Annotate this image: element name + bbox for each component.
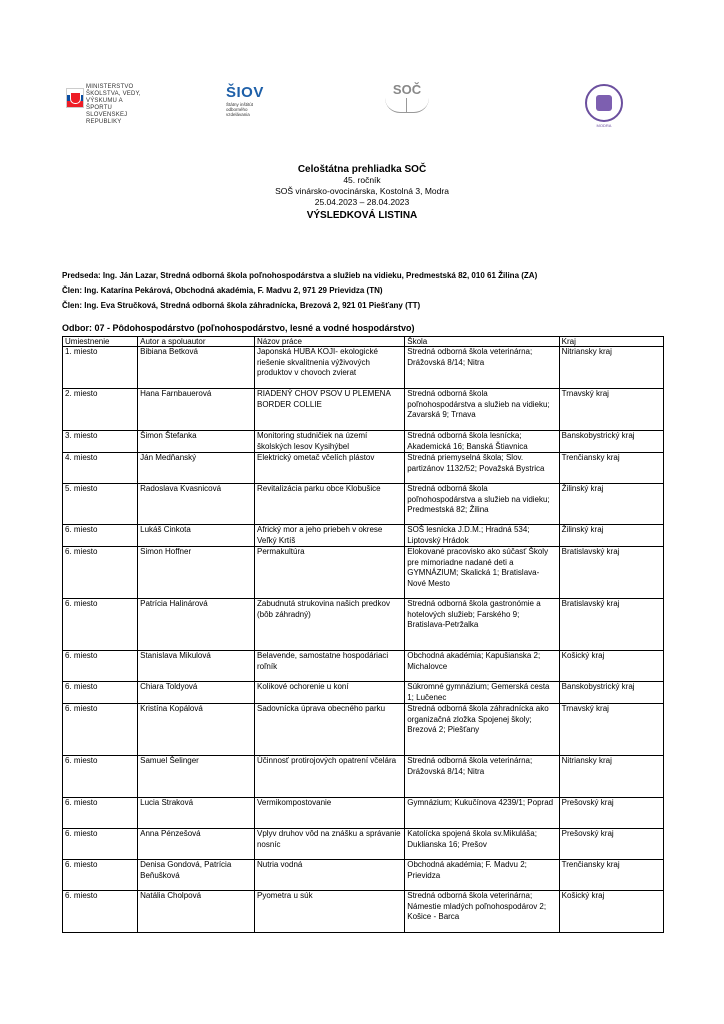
results-list-title: VÝSLEDKOVÁ LISTINA bbox=[306, 210, 418, 221]
table-row bbox=[63, 829, 664, 860]
section-heading: Odbor: 07 - Pôdohospodárstvo (poľnohospodárstvo, lesné a vodné hospodárstvo) bbox=[62, 323, 415, 333]
table-row bbox=[63, 891, 664, 933]
cell-title: Kolikové ochorenie u koní bbox=[254, 682, 404, 704]
cell-title: Belavende, samostatne hospodáriaci roľník bbox=[254, 651, 404, 682]
cell-title: RIADENÝ CHOV PSOV U PLEMENA BORDER COLLIE bbox=[254, 389, 404, 431]
cell-school: Stredná odborná škola veterinárna; Námestie mladých poľnohospodárov 2; Košice - Barca bbox=[405, 891, 559, 933]
edition: 45. ročník bbox=[343, 175, 381, 185]
cell-school: Stredná odborná škola záhradnícka ako organizačná zložka Spojenej školy; Brezová 2; Piešťany bbox=[405, 704, 559, 756]
cell-school: SOŠ lesnícka J.D.M.; Hradná 534; Liptovský Hrádok bbox=[405, 525, 559, 547]
cell-region: Banskobystrický kraj bbox=[559, 431, 663, 453]
ministry-logo-text: MINISTERSTVO ŠKOLSTVA, VEDY, VÝSKUMU A ŠPORTU SLOVENSKEJ REPUBLIKY bbox=[86, 84, 141, 125]
cell-placement: 6. miesto bbox=[63, 547, 138, 599]
cell-placement: 6. miesto bbox=[63, 651, 138, 682]
cell-author: Denisa Gondová, Patrícia Beňušková bbox=[138, 860, 255, 891]
cell-school: Stredná priemyselná škola; Slov. partizánov 1132/52; Považská Bystrica bbox=[405, 453, 559, 484]
cell-school: Stredná odborná škola poľnohospodárstva a služieb na vidieku; Zavarská 9; Trnava bbox=[405, 389, 559, 431]
cell-title: Elektrický ometač včelích plástov bbox=[254, 453, 404, 484]
cell-author: Kristína Kopálová bbox=[138, 704, 255, 756]
cell-school: Stredná odborná škola veterinárna; Drážovská 8/14; Nitra bbox=[405, 347, 559, 389]
cell-title: Vplyv druhov vôd na znášku a správanie nosníc bbox=[254, 829, 404, 860]
cell-region: Košický kraj bbox=[559, 891, 663, 933]
cell-placement: 6. miesto bbox=[63, 891, 138, 933]
cell-school: Obchodná akadémia; F. Madvu 2; Prievidza bbox=[405, 860, 559, 891]
cell-author: Chiara Toldyová bbox=[138, 682, 255, 704]
table-row bbox=[63, 547, 664, 599]
logo-bar bbox=[0, 0, 724, 140]
table-row bbox=[63, 453, 664, 484]
cell-title: Zabudnutá strukovina našich predkov (bôb záhradný) bbox=[254, 599, 404, 651]
soc-logo-mark: SOČ bbox=[392, 82, 422, 97]
cell-title: Revitalizácia parku obce Klobušice bbox=[254, 484, 404, 525]
cell-placement: 6. miesto bbox=[63, 798, 138, 829]
cell-school: Stredná odborná škola veterinárna; Drážovská 8/14; Nitra bbox=[405, 756, 559, 798]
modra-logo bbox=[584, 84, 624, 128]
table-row bbox=[63, 860, 664, 891]
cell-school: Obchodná akadémia; Kapušianska 2; Michalovce bbox=[405, 651, 559, 682]
table-row bbox=[63, 704, 664, 756]
cell-author: Šimon Štefanka bbox=[138, 431, 255, 453]
cell-author: Lucia Straková bbox=[138, 798, 255, 829]
cell-region: Nitriansky kraj bbox=[559, 347, 663, 389]
siov-logo-mark: ŠIOV bbox=[226, 84, 264, 101]
cell-author: Stanislava Mikulová bbox=[138, 651, 255, 682]
cell-school: Stredná odborná škola lesnícka; Akademická 16; Banská Štiavnica bbox=[405, 431, 559, 453]
cell-author: Natália Cholpová bbox=[138, 891, 255, 933]
results-table-body bbox=[63, 347, 664, 933]
cell-placement: 6. miesto bbox=[63, 829, 138, 860]
table-row bbox=[63, 682, 664, 704]
cell-region: Prešovský kraj bbox=[559, 829, 663, 860]
cell-author: Patrícia Halinárová bbox=[138, 599, 255, 651]
column-header-school: Škola bbox=[405, 337, 559, 347]
cell-school: Súkromné gymnázium; Gemerská cesta 1; Lučenec bbox=[405, 682, 559, 704]
cell-school: Stredná odborná škola poľnohospodárstva a služieb na vidieku; Predmestská 82; Žilina bbox=[405, 484, 559, 525]
committee-member-2: Člen: Ing. Eva Stručková, Stredná odborná škola záhradnícka, Brezová 2, 921 01 Piešťany (TT) bbox=[62, 301, 421, 310]
table-row bbox=[63, 756, 664, 798]
cell-school: Gymnázium; Kukučínova 4239/1; Poprad bbox=[405, 798, 559, 829]
cell-author: Bibiana Betková bbox=[138, 347, 255, 389]
event-dates: 25.04.2023 – 28.04.2023 bbox=[314, 197, 410, 207]
open-book-icon bbox=[385, 98, 429, 113]
committee-member-1: Člen: Ing. Katarína Pekárová, Obchodná akadémia, F. Madvu 2, 971 29 Prievidza (TN) bbox=[62, 286, 383, 295]
document-header bbox=[0, 164, 724, 221]
siov-logo-text: Štátny inštitút odborného vzdelávania bbox=[226, 102, 254, 117]
cell-placement: 6. miesto bbox=[63, 860, 138, 891]
venue: SOŠ vinársko-ovocinárska, Kostolná 3, Modra bbox=[275, 186, 449, 196]
cell-region: Banskobystrický kraj bbox=[559, 682, 663, 704]
cell-author: Hana Farnbauerová bbox=[138, 389, 255, 431]
table-row bbox=[63, 389, 664, 431]
cell-title: Účinnosť protirojových opatrení včelára bbox=[254, 756, 404, 798]
table-row bbox=[63, 599, 664, 651]
cell-region: Bratislavský kraj bbox=[559, 547, 663, 599]
cell-title: Vermikompostovanie bbox=[254, 798, 404, 829]
cell-placement: 3. miesto bbox=[63, 431, 138, 453]
cell-placement: 6. miesto bbox=[63, 525, 138, 547]
cell-title: Japonská HUBA KOJI- ekologické riešenie skvalitnenia výživových produktov v chovoch zvierat bbox=[254, 347, 404, 389]
table-row bbox=[63, 347, 664, 389]
cell-region: Nitriansky kraj bbox=[559, 756, 663, 798]
cell-placement: 6. miesto bbox=[63, 704, 138, 756]
cell-school: Elokované pracovisko ako súčasť Školy pre mimoriadne nadané deti a GYMNÁZIUM; Skalická 1; Bratislava-Nové Mesto bbox=[405, 547, 559, 599]
modra-logo-text: MODRA bbox=[596, 123, 612, 128]
siov-logo bbox=[226, 84, 286, 124]
cell-placement: 2. miesto bbox=[63, 389, 138, 431]
cell-placement: 6. miesto bbox=[63, 756, 138, 798]
document-title: Celoštátna prehliadka SOČ bbox=[297, 164, 427, 175]
column-header-placement: Umiestnenie bbox=[63, 337, 138, 347]
table-row bbox=[63, 431, 664, 453]
table-header-row bbox=[63, 337, 664, 347]
cell-region: Žilinský kraj bbox=[559, 525, 663, 547]
cell-region: Trenčiansky kraj bbox=[559, 453, 663, 484]
column-header-title: Názov práce bbox=[254, 337, 404, 347]
cell-region: Prešovský kraj bbox=[559, 798, 663, 829]
cell-placement: 5. miesto bbox=[63, 484, 138, 525]
cell-title: Nutria vodná bbox=[254, 860, 404, 891]
cell-author: Anna Pénzešová bbox=[138, 829, 255, 860]
coat-of-arms-icon bbox=[66, 88, 84, 108]
seal-icon bbox=[585, 84, 623, 122]
cell-placement: 6. miesto bbox=[63, 599, 138, 651]
results-table bbox=[62, 336, 664, 933]
cell-title: Pyometra u súk bbox=[254, 891, 404, 933]
cell-author: Simon Hoffner bbox=[138, 547, 255, 599]
cell-title: Monitoring studničiek na území školských lesov Kysihýbel bbox=[254, 431, 404, 453]
ministry-logo bbox=[66, 84, 146, 125]
cell-title: Permakultúra bbox=[254, 547, 404, 599]
soc-logo bbox=[380, 82, 434, 116]
cell-author: Lukáš Cinkota bbox=[138, 525, 255, 547]
cell-author: Samuel Šelinger bbox=[138, 756, 255, 798]
cell-school: Stredná odborná škola gastronómie a hotelových služieb; Farského 9; Bratislava-Petržalka bbox=[405, 599, 559, 651]
cell-region: Trnavský kraj bbox=[559, 704, 663, 756]
cell-placement: 1. miesto bbox=[63, 347, 138, 389]
cell-region: Trenčiansky kraj bbox=[559, 860, 663, 891]
cell-author: Ján Medňanský bbox=[138, 453, 255, 484]
cell-region: Žilinský kraj bbox=[559, 484, 663, 525]
cell-region: Košický kraj bbox=[559, 651, 663, 682]
cell-placement: 4. miesto bbox=[63, 453, 138, 484]
committee-chair: Predseda: Ing. Ján Lazar, Stredná odborná škola poľnohospodárstva a služieb na vidieku, Predmestská 82, 010 61 Žilina (ZA) bbox=[62, 271, 538, 280]
table-row bbox=[63, 798, 664, 829]
cell-author: Radoslava Kvasnicová bbox=[138, 484, 255, 525]
table-row bbox=[63, 651, 664, 682]
column-header-region: Kraj bbox=[559, 337, 663, 347]
cell-title: Africký mor a jeho priebeh v okrese Veľký Krtíš bbox=[254, 525, 404, 547]
cell-title: Sadovnícka úprava obecného parku bbox=[254, 704, 404, 756]
committee bbox=[62, 268, 537, 313]
table-row bbox=[63, 525, 664, 547]
table-row bbox=[63, 484, 664, 525]
cell-region: Bratislavský kraj bbox=[559, 599, 663, 651]
column-header-author: Autor a spoluautor bbox=[138, 337, 255, 347]
cell-region: Trnavský kraj bbox=[559, 389, 663, 431]
cell-placement: 6. miesto bbox=[63, 682, 138, 704]
cell-school: Katolícka spojená škola sv.Mikuláša; Duklianska 16; Prešov bbox=[405, 829, 559, 860]
